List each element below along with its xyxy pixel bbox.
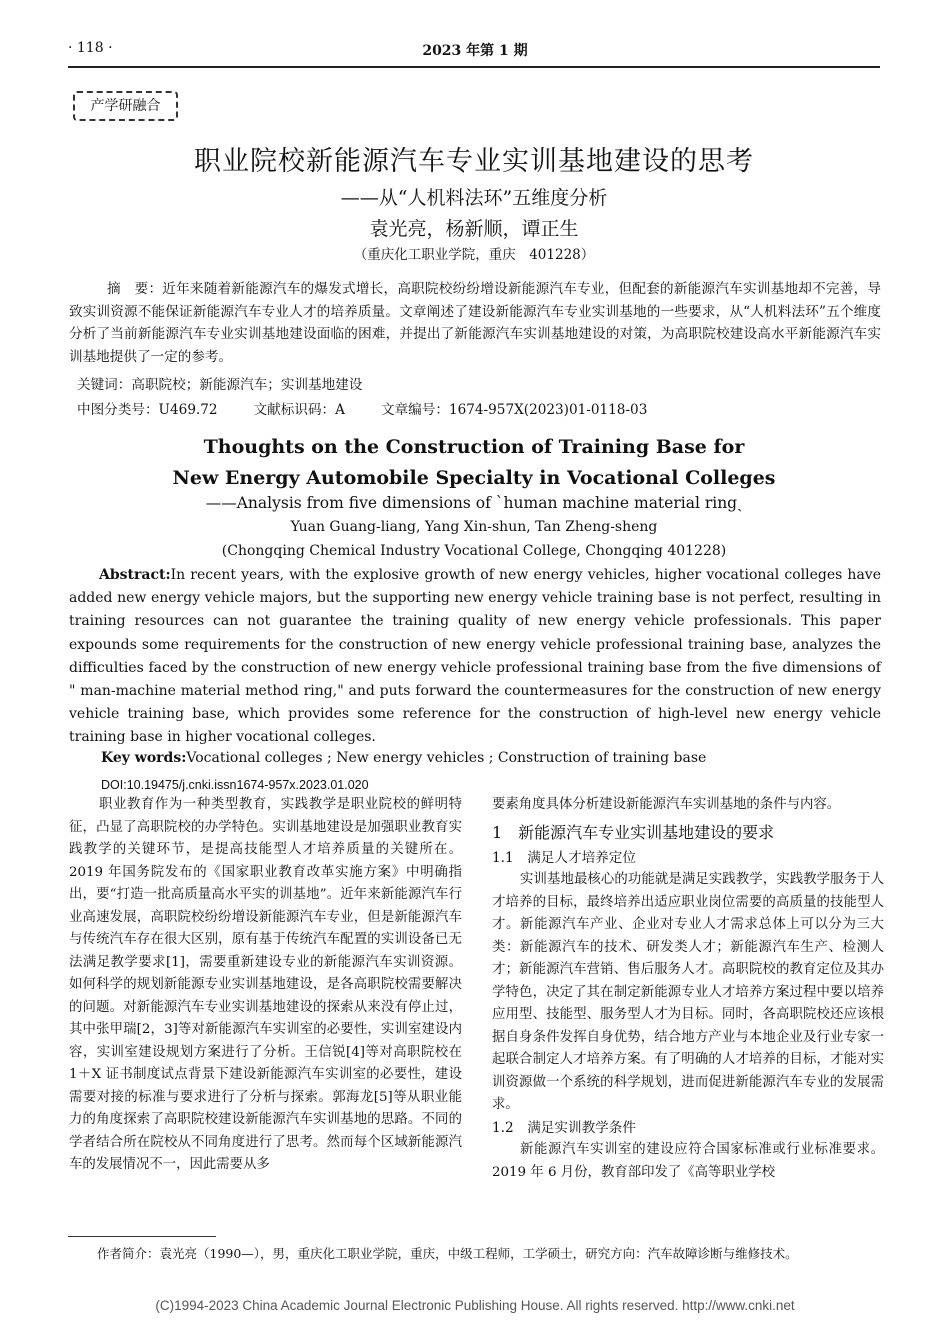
paper-title: 职业院校新能源汽车专业实训基地建设的思考 xyxy=(194,146,754,177)
footnote-rule xyxy=(68,1236,216,1237)
page-number: · 118 · xyxy=(68,40,113,56)
doi: DOI:10.19475/j.cnki.issn1674-957x.2023.01.020 xyxy=(101,778,369,792)
keywords-text: Vocational colleges ; New energy vehicles ; Construction of training base xyxy=(186,750,707,766)
article-number: 文章编号：1674-957X(2023)01-0118-03 xyxy=(380,402,648,418)
section-1-1-text: 实训基地最核心的功能就是满足实践教学，实践教学服务于人才培养的目标，最终培养出适应职业岗位需要的高质量的技能型人才。新能源汽车产业、企业对专业人才需求总体上可以分为三大类：新能源汽车的技术、研发类人才；新能源汽车生产、检测人才；新能源汽车营销、售后服务人才。高职院校的教育定位及其办学特色，决定了其在制定新能源专业人才培养方案过程中要以培养应用型、技能型、服务型人才为目标。同时，各高职院校还应该根据自身条件发挥自身优势，结合地方产业与本地企业及行业专家一起联合制定人才培养方案。有了明确的人才培养的目标，才能对实训资源做一个系统的科学规划，进而促进新能源汽车专业的发展需求。 xyxy=(492,872,884,1112)
body-left-column: 职业教育作为一种类型教育，实践教学是职业院校的鲜明特征，凸显了高职院校的办学特色。实训基地建设是加强职业教育实践教学的关键环节，是提高技能型人才培养质量的关键所在。2019 年国务院发布的《国家职业教育改革实施方案》中明确指出，要“打造一批高质量高水平实的训基地”。近年来新能源汽车行业高速发展，高职院校纷纷增设新能源汽车专业，但是新能源汽车与传统汽车存在很大区别，原有基于传统汽车配置的实训设备已无法满足教学要求[1]，需要重新建设专业的新能源汽车实训资源。如何科学的规划新能源专业实训基地建设，是各高职院校需要解决的问题。对新能源汽车专业实训基地建设的探索从来没有停止过，其中张甲瑞[2，3]等对新能源汽车实训室的必要性，实训室建设内容，实训室建设规划方案进行了分析。王信锐[4]等对高职院校在 1＋X 证书制度试点背景下建设新能源汽车实训室的必要性，建设需要对接的标准与要求进行了分析与探索。郭海龙[5]等从职业能力的角度探索了高职院校建设新能源汽车实训基地的思路。不同的学者结合所在院校从不同角度进行了思考。然而每个区域新能源汽车的发展情况不一，因此需要从多 xyxy=(69,797,462,1172)
section-1-2-heading: 1.2 满足实训教学条件 xyxy=(492,1119,636,1136)
english-authors: Yuan Guang-liang, Yang Xin-shun, Tan Zheng-sheng xyxy=(290,519,658,535)
classification-line xyxy=(77,398,647,418)
english-keywords xyxy=(101,750,706,766)
doc-code: 文献标识码：A xyxy=(253,402,345,418)
copyright-footer: (C)1994-2023 China Academic Journal Electronic Publishing House. All rights reserved. http://www.cnki.net xyxy=(155,1298,795,1313)
abstract-text: In recent years, with the explosive growth of new energy vehicles, higher vocational colleges have added new energy vehicle majors, but the supporting new energy vehicle training base is not perfect, resulting in training resources can not guarantee the training quality of new energy vehicle professionals. This paper expounds some requirements for the construction of new energy vehicle professional training base, analyzes the difficulties faced by the construction of new energy vehicle professional training base from the five dimensions of " man-machine material method ring," and puts forward the countermeasures for the construction of new energy vehicle training base, which provides some reference for the construction of high-level new energy vehicle training base in higher vocational colleges. xyxy=(69,567,881,746)
author-note: 作者简介：袁光亮（1990—），男，重庆化工职业学院，重庆，中级工程师，工学硕士，研究方向：汽车故障诊断与维修技术。 xyxy=(97,1246,798,1261)
authors: 袁光亮，杨新顺，谭正生 xyxy=(369,218,579,240)
body-right-column xyxy=(492,794,884,1184)
clc-code: 中图分类号：U469.72 xyxy=(77,402,218,418)
english-abstract xyxy=(69,564,881,750)
column-tag: 产学研融合 xyxy=(73,91,178,121)
continuation-text: 要素角度具体分析建设新能源汽车实训基地的条件与内容。 xyxy=(492,797,841,812)
section-1-1-heading: 1.1 满足人才培养定位 xyxy=(492,849,636,866)
english-subtitle: ——Analysis from five dimensions of ˋhuman machine material ringˎ xyxy=(205,494,743,512)
english-title-line1: Thoughts on the Construction of Training Base for xyxy=(203,436,745,458)
section-1-heading: 1 新能源汽车专业实训基地建设的要求 xyxy=(492,822,775,842)
abstract-label: Abstract: xyxy=(99,567,171,583)
affiliation: （重庆化工职业学院，重庆 401228） xyxy=(353,247,595,263)
keywords-cn: 关键词：高职院校；新能源汽车；实训基地建设 xyxy=(77,377,363,393)
paper-subtitle: ——从“人机料法环”五维度分析 xyxy=(340,187,608,209)
keywords-label: Key words: xyxy=(101,750,187,766)
abstract-cn: 摘 要：近年来随着新能源汽车的爆发式增长，高职院校纷纷增设新能源汽车专业，但配套的新能源汽车实训基地却不完善，导致实训资源不能保证新能源汽车专业人才的培养质量。文章阐述了建设新能源汽车专业实训基地的一些要求，从“人机料法环”五个维度分析了当前新能源汽车专业实训基地建设面临的困难，并提出了新能源汽车实训基地建设的对策，为高职院校建设高水平新能源汽车实训基地提供了一定的参考。 xyxy=(69,281,881,365)
section-1-2-text: 新能源汽车实训室的建设应符合国家标准或行业标准要求。2019 年 6 月份，教育部印发了《高等职业学校 xyxy=(492,1142,884,1180)
header-rule xyxy=(68,66,880,68)
english-affiliation: (Chongqing Chemical Industry Vocational College, Chongqing 401228) xyxy=(221,543,727,559)
journal-issue: 2023 年第 1 期 xyxy=(422,43,528,59)
english-title-line2: New Energy Automobile Specialty in Vocational Colleges xyxy=(172,467,776,489)
english-title xyxy=(68,432,880,494)
